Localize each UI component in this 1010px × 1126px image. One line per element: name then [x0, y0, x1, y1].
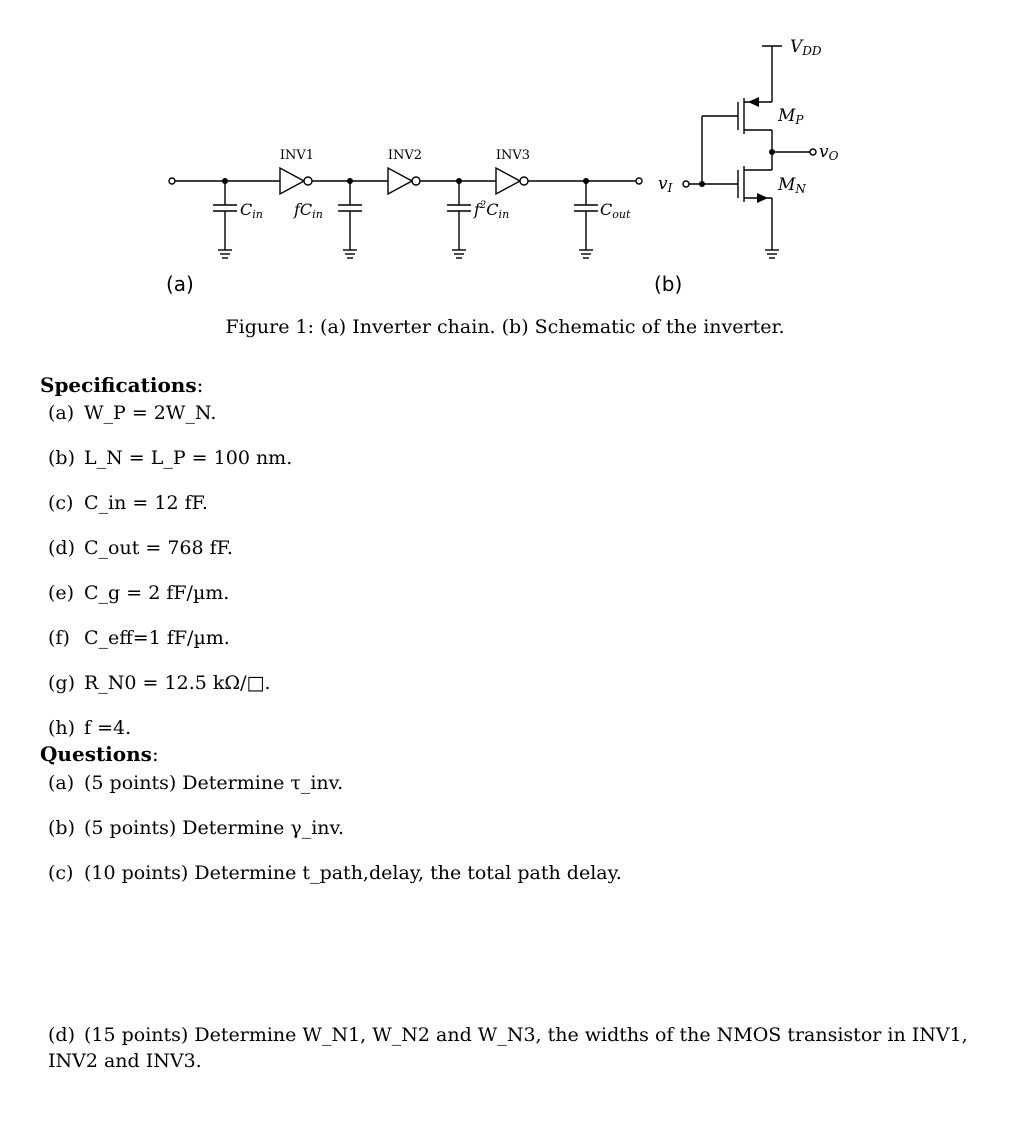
spec-item: (b) L_N = L_P = 100 nm.	[48, 447, 293, 469]
question-item: (d) (15 points) Determine W_N1, W_N2 and W_N3, the widths of the NMOS transistor in INV1, INV2 and INV3.	[48, 1024, 968, 1072]
cout-label: Cout	[600, 200, 631, 221]
nmos-arrow	[757, 193, 768, 203]
inv3-label: INV3	[495, 148, 531, 163]
inv3-symbol	[496, 168, 520, 194]
cap-cout	[574, 181, 598, 258]
cap-fcin	[338, 181, 362, 258]
spec-item: (d) C_out = 768 fF.	[48, 537, 233, 559]
chain-input-terminal	[169, 178, 175, 184]
spec-item: (c) C_in = 12 fF.	[48, 492, 208, 514]
figure-caption: Figure 1: (a) Inverter chain. (b) Schematic of the inverter.	[225, 316, 785, 338]
question-item: (a) (5 points) Determine τ_inv.	[48, 772, 344, 794]
question-item: (b) (5 points) Determine γ_inv.	[48, 817, 345, 839]
vo-label: vO	[819, 142, 839, 163]
vi-terminal	[683, 181, 689, 187]
fcin-label: fCin	[294, 200, 323, 221]
inv2-label: INV2	[387, 148, 423, 163]
vo-terminal	[810, 149, 816, 155]
circuit-diagram	[0, 0, 1010, 300]
chain-output-terminal	[636, 178, 642, 184]
cap-cin	[213, 181, 237, 258]
questions-heading: Questions:	[40, 742, 159, 766]
panel-a-label: (a)	[166, 272, 194, 296]
mp-label: MP	[778, 106, 804, 127]
vi-label: vI	[658, 174, 673, 195]
inverter-schematic	[683, 46, 816, 258]
cap-f2cin	[447, 181, 471, 258]
spec-item: (a) W_P = 2W_N.	[48, 402, 217, 424]
specifications-heading: Specifications:	[40, 373, 204, 397]
inv2-symbol	[388, 168, 412, 194]
question-item: (c) (10 points) Determine t_path,delay, the total path delay.	[48, 862, 622, 884]
spec-item: (h) f =4.	[48, 717, 132, 739]
f2cin-label: $f^2Cin$	[474, 200, 510, 221]
mn-label: MN	[778, 175, 806, 196]
spec-item: (g) R_N0 = 12.5 kΩ/□.	[48, 672, 271, 694]
cin-label: Cin	[240, 200, 263, 221]
figure-1	[0, 0, 1010, 300]
spec-item: (f) C_eff=1 fF/µm.	[48, 627, 230, 649]
panel-b-label: (b)	[654, 272, 683, 296]
spec-item: (e) C_g = 2 fF/µm.	[48, 582, 230, 604]
vdd-label: VDD	[790, 37, 822, 58]
inv1-label: INV1	[279, 148, 315, 163]
inv1-symbol	[280, 168, 304, 194]
pmos-arrow	[748, 97, 759, 107]
